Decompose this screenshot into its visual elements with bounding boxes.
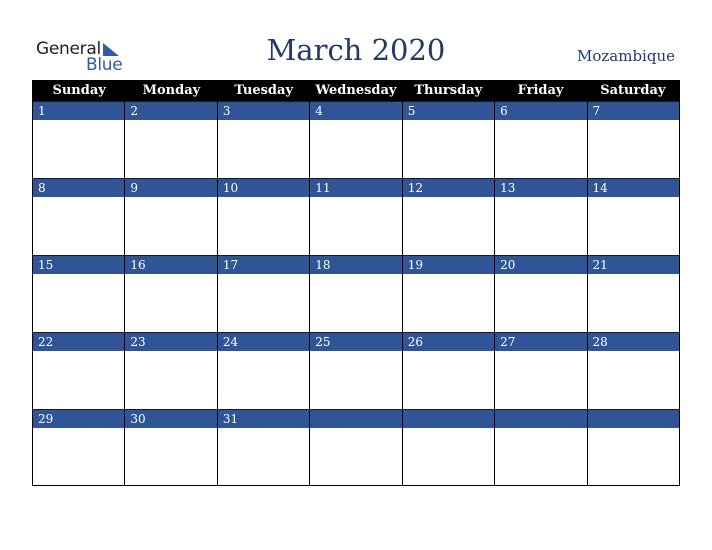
day-number: 14 [588, 178, 679, 197]
day-number: 31 [218, 409, 309, 428]
calendar-grid [32, 80, 680, 486]
day-cell [587, 178, 679, 255]
weekday-wednesday: Wednesday [315, 83, 397, 98]
day-cell [494, 101, 586, 178]
day-number: 7 [588, 101, 679, 120]
day-number: 11 [310, 178, 401, 197]
day-cell [402, 255, 494, 332]
day-cell [402, 101, 494, 178]
week-row-3 [33, 255, 679, 332]
day-cell [402, 332, 494, 409]
day-cell [587, 255, 679, 332]
day-number: 21 [588, 255, 679, 274]
page-title: March 2020 [266, 33, 446, 67]
day-number: 10 [218, 178, 309, 197]
day-number: 9 [125, 178, 216, 197]
day-cell [33, 178, 124, 255]
weekday-header-row [33, 80, 679, 101]
day-cell [217, 409, 309, 486]
day-number: 28 [588, 332, 679, 351]
logo-word-blue: Blue [86, 55, 123, 75]
day-number: 13 [495, 178, 586, 197]
day-cell [494, 409, 586, 486]
day-number: 18 [310, 255, 401, 274]
country-label: Mozambique [577, 47, 675, 65]
day-number: 24 [218, 332, 309, 351]
day-number: 5 [403, 101, 494, 120]
week-row-2 [33, 178, 679, 255]
day-cell [494, 332, 586, 409]
day-number: 26 [403, 332, 494, 351]
weekday-saturday: Saturday [600, 83, 666, 98]
day-cell [33, 332, 124, 409]
day-number: 15 [33, 255, 124, 274]
day-cell [587, 101, 679, 178]
day-number [495, 409, 586, 428]
day-number [588, 409, 679, 428]
day-cell [217, 332, 309, 409]
week-row-5 [33, 409, 679, 486]
weekday-tuesday: Tuesday [234, 83, 293, 98]
day-number: 22 [33, 332, 124, 351]
day-number: 2 [125, 101, 216, 120]
day-cell [309, 332, 401, 409]
weekday-thursday: Thursday [414, 83, 483, 98]
day-number: 16 [125, 255, 216, 274]
week-row-1 [33, 101, 679, 178]
day-cell [124, 101, 216, 178]
day-number: 17 [218, 255, 309, 274]
day-cell [217, 101, 309, 178]
day-cell [309, 101, 401, 178]
weekday-sunday: Sunday [52, 83, 106, 98]
day-number: 4 [310, 101, 401, 120]
day-number: 30 [125, 409, 216, 428]
day-number: 1 [33, 101, 124, 120]
day-number: 23 [125, 332, 216, 351]
day-cell [33, 255, 124, 332]
day-cell [33, 101, 124, 178]
day-number: 3 [218, 101, 309, 120]
day-cell [217, 255, 309, 332]
logo-word-general: General [36, 39, 101, 59]
day-cell [309, 409, 401, 486]
weekday-friday: Friday [517, 83, 564, 98]
day-cell [587, 409, 679, 486]
day-cell [309, 178, 401, 255]
day-number: 12 [403, 178, 494, 197]
day-number: 29 [33, 409, 124, 428]
day-number [403, 409, 494, 428]
day-cell [124, 255, 216, 332]
day-number: 8 [33, 178, 124, 197]
weekday-monday: Monday [142, 83, 201, 98]
day-cell [124, 178, 216, 255]
day-number [310, 409, 401, 428]
week-row-4 [33, 332, 679, 409]
day-cell [124, 332, 216, 409]
day-number: 19 [403, 255, 494, 274]
day-number: 6 [495, 101, 586, 120]
day-cell [124, 409, 216, 486]
day-cell [402, 409, 494, 486]
day-cell [217, 178, 309, 255]
day-cell [494, 178, 586, 255]
day-cell [587, 332, 679, 409]
day-cell [309, 255, 401, 332]
day-number: 25 [310, 332, 401, 351]
day-cell [494, 255, 586, 332]
day-number: 20 [495, 255, 586, 274]
day-cell [402, 178, 494, 255]
day-cell [33, 409, 124, 486]
day-number: 27 [495, 332, 586, 351]
